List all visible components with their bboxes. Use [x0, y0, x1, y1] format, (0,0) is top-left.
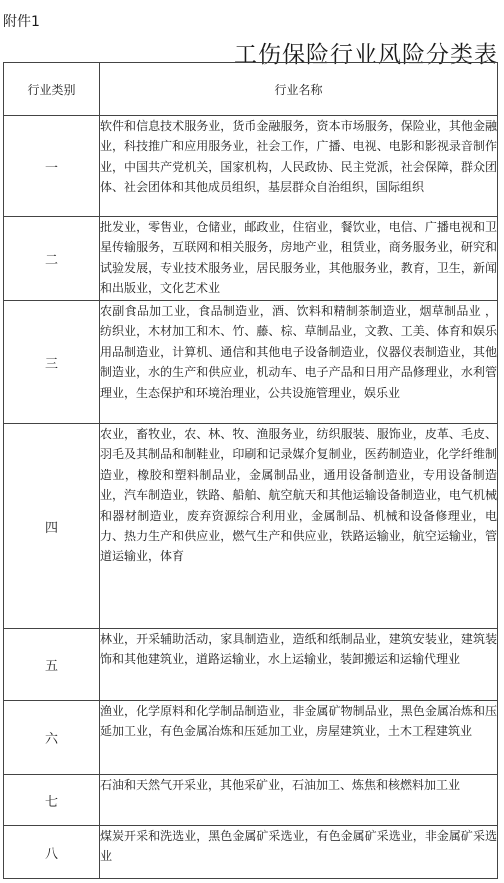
table-row — [4, 424, 498, 629]
category-cell: 六 — [4, 701, 100, 775]
category-cell: 五 — [4, 629, 100, 701]
table-row — [4, 701, 498, 775]
attachment-label: 附件1 — [3, 14, 40, 30]
risk-classification-table — [3, 62, 498, 879]
category-cell: 四 — [4, 424, 100, 629]
table-row — [4, 217, 498, 301]
table-row — [4, 116, 498, 217]
table-row — [4, 301, 498, 424]
table-header-row — [4, 63, 498, 116]
industry-cell: 林业，开采辅助活动，家具制造业，造纸和纸制品业，建筑安装业，建筑装饰和其他建筑业，道路运输业，水上运输业，装卸搬运和运输代理业 — [100, 629, 498, 701]
category-cell: 二 — [4, 217, 100, 301]
category-cell: 三 — [4, 301, 100, 424]
industry-cell: 农业，畜牧业，农、林、牧、渔服务业，纺织服装、服饰业，皮革、毛皮、羽毛及其制品和制鞋业，印刷和记录媒介复制业，医药制造业，化学纤维制造业，橡胶和塑料制品业，金属制品业，通用设备制造业，专用设备制造业，汽车制造业，铁路、船舶、航空航天和其他运输设备制造业，电气机械和器材制造业，废弃资源综合利用业，金属制品、机械和设备修理业，电力、热力生产和供应业，燃气生产和供应业，铁路运输业，航空运输业，管道运输业，体育 — [100, 424, 498, 629]
category-cell: 八 — [4, 826, 100, 879]
category-cell: 七 — [4, 775, 100, 826]
table-row — [4, 629, 498, 701]
industry-cell: 农副食品加工业，食品制造业，酒、饮料和精制茶制造业，烟草制品业 ，纺织业，木材加工和木、竹、藤、棕、草制品业，文教、工美、体育和娱乐用品制造业，计算机、通信和其他电子设备制造业，仪器仪表制造业，其他制造业，水的生产和供应业，机动车、电子产品和日用产品修理业，水利管理业，生态保护和环境治理业，公共设施管理业，娱乐业 — [100, 301, 498, 424]
header-category: 行业类别 — [4, 63, 100, 116]
industry-cell: 煤炭开采和洗选业，黑色金属矿采选业，有色金属矿采选业，非金属矿采选业 — [100, 826, 498, 879]
category-cell: 一 — [4, 116, 100, 217]
header-industry-name: 行业名称 — [100, 63, 498, 116]
table-row — [4, 775, 498, 826]
industry-cell: 渔业，化学原料和化学制品制造业，非金属矿物制品业，黑色金属冶炼和压延加工业，有色金属冶炼和压延加工业，房屋建筑业，土木工程建筑业 — [100, 701, 498, 775]
page-title: 工伤保险行业风险分类表 — [234, 42, 498, 68]
industry-cell: 石油和天然气开采业，其他采矿业，石油加工、炼焦和核燃料加工业 — [100, 775, 498, 826]
table-row — [4, 826, 498, 879]
industry-cell: 软件和信息技术服务业，货币金融服务，资本市场服务，保险业，其他金融业，科技推广和应用服务业，社会工作，广播、电视、电影和影视录音制作业，中国共产党机关，国家机构，人民政协、民主党派，社会保障，群众团体、社会团体和其他成员组织，基层群众自治组织，国际组织 — [100, 116, 498, 217]
industry-cell: 批发业，零售业，仓储业，邮政业，住宿业，餐饮业，电信、广播电视和卫星传输服务，互联网和相关服务，房地产业，租赁业，商务服务业，研究和试验发展，专业技术服务业，居民服务业，其他服务业，教育，卫生，新闻和出版业，文化艺术业 — [100, 217, 498, 301]
